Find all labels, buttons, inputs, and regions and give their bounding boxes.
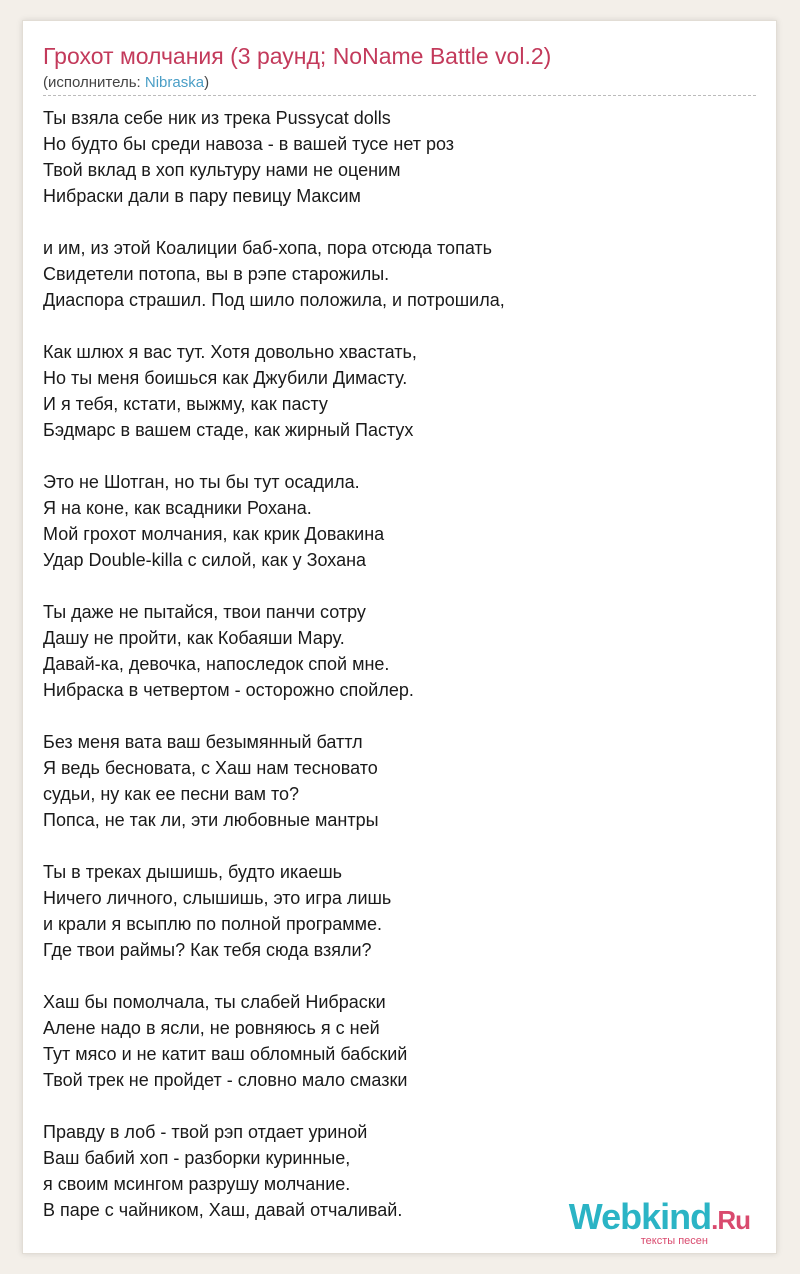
lyric-line: Но будто бы среди навоза - в вашей тусе нет роз [43, 134, 455, 154]
lyric-line: Нибраски дали в пару певицу Максим [43, 186, 361, 206]
stanza [43, 105, 758, 209]
lyric-line: Правду в лоб - твой рэп отдает уриной [43, 1122, 368, 1142]
lyric-line: Ты взяла себе ник из трека Pussycat dolls [43, 108, 391, 128]
lyric-line: Ничего личного, слышишь, это игра лишь [43, 888, 392, 908]
lyric-line: Нибраска в четвертом - осторожно спойлер. [43, 680, 414, 700]
lyrics-card [22, 20, 777, 1254]
stanza [43, 989, 758, 1093]
lyric-line: Твой вклад в хоп культуру нами не оценим [43, 160, 401, 180]
lyric-line: Ваш бабий хоп - разборки куринные, [43, 1148, 351, 1168]
stanza [43, 235, 758, 313]
webkind-logo[interactable] [568, 1196, 750, 1247]
lyric-line: Попса, не так ли, эти любовные мантры [43, 810, 379, 830]
logo-tagline: тексты песен [640, 1235, 708, 1247]
lyric-line: Удар Double-killa с силой, как у Зохана [43, 550, 367, 570]
logo-wordmark [568, 1196, 750, 1238]
lyric-line: Твой трек не пройдет - словно мало смазки [43, 1070, 408, 1090]
stanza [43, 339, 758, 443]
lyric-line: Мой грохот молчания, как крик Довакина [43, 524, 385, 544]
lyric-line: Я ведь бесновата, с Хаш нам тесновато [43, 758, 378, 778]
lyric-line: Дашу не пройти, как Кобаяши Мару. [43, 628, 345, 648]
lyric-line: я своим мсингом разрушу молчание. [43, 1174, 351, 1194]
lyric-line: В паре с чайником, Хаш, давай отчаливай. [43, 1200, 403, 1220]
stanza [43, 599, 758, 703]
lyric-line: Где твои раймы? Как тебя сюда взяли? [43, 940, 372, 960]
lyric-line: Алене надо в ясли, не ровняюсь я с ней [43, 1018, 380, 1038]
stanza [43, 469, 758, 573]
lyrics-body [43, 105, 758, 1249]
stanza [43, 859, 758, 963]
stanza [43, 729, 758, 833]
lyric-line: Диаспора страшил. Под шило положила, и потрошила, [43, 290, 505, 310]
artist-suffix: ) [204, 74, 210, 91]
lyric-line: Свидетели потопа, вы в рэпе старожилы. [43, 264, 390, 284]
lyric-line: И я тебя, кстати, выжму, как пасту [43, 394, 328, 414]
lyric-line: Я на коне, как всадники Рохана. [43, 498, 312, 518]
lyric-line: Как шлюх я вас тут. Хотя довольно хвастать, [43, 342, 417, 362]
header-divider [43, 95, 756, 96]
lyric-line: и им, из этой Коалиции баб-хопа, пора отсюда топать [43, 238, 493, 258]
lyric-line: и крали я всыплю по полной программе. [43, 914, 383, 934]
lyric-line: Ты в треках дышишь, будто икаешь [43, 862, 343, 882]
artist-prefix: (исполнитель: [43, 74, 145, 91]
lyric-line: Хаш бы помолчала, ты слабей Нибраски [43, 992, 386, 1012]
logo-tld: .Ru [711, 1205, 750, 1235]
lyric-line: Бэдмарс в вашем стаде, как жирный Пастух [43, 420, 414, 440]
lyric-line: Это не Шотган, но ты бы тут осадила. [43, 472, 360, 492]
lyric-line: Давай-ка, девочка, напоследок спой мне. [43, 654, 390, 674]
lyric-line: Тут мясо и не катит ваш обломный бабский [43, 1044, 408, 1064]
logo-name: Webkind [568, 1196, 712, 1237]
lyric-line: судьи, ну как ее песни вам то? [43, 784, 300, 804]
lyric-line: Ты даже не пытайся, твои панчи сотру [43, 602, 366, 622]
lyric-line: Но ты меня боишься как Джубили Димасту. [43, 368, 408, 388]
artist-link[interactable]: Nibraska [144, 74, 205, 91]
artist-line [43, 74, 209, 91]
page-title: Грохот молчания (3 раунд; NoName Battle vol.2) [43, 43, 552, 69]
lyric-line: Без меня вата ваш безымянный баттл [43, 732, 363, 752]
